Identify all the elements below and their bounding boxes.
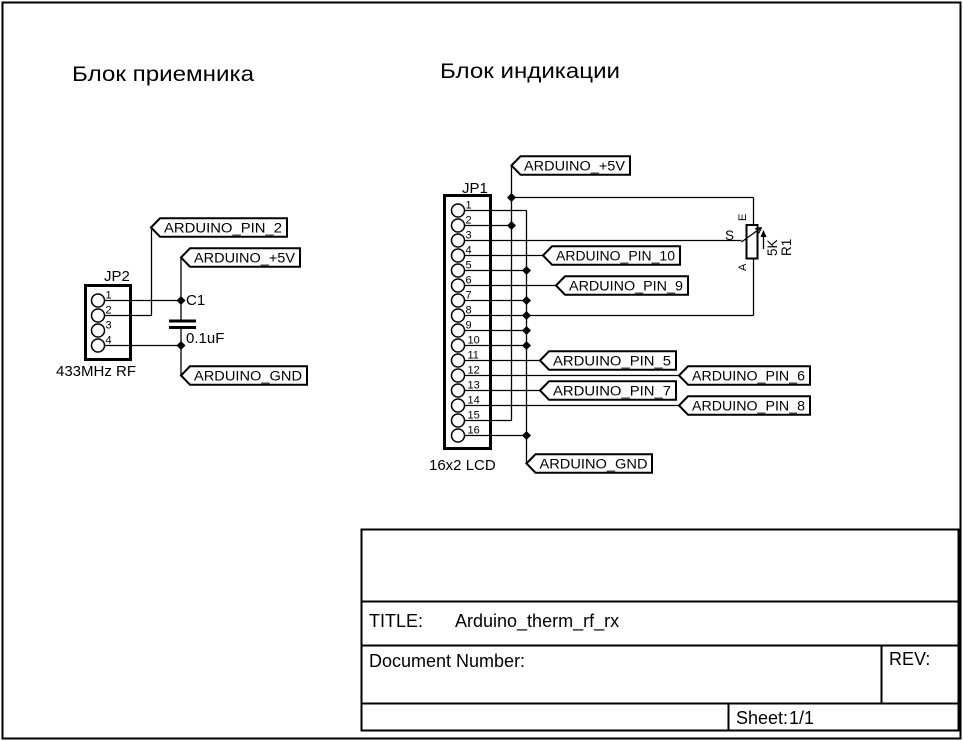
jp1-pin-number: 11	[467, 349, 479, 362]
sheet-label: Sheet:	[736, 708, 789, 728]
net-flag-arduino-pin-2	[151, 218, 287, 236]
jp1-pin-number: 8	[465, 304, 472, 317]
jp1-pin-circle	[452, 294, 465, 307]
jp1-pin-circle	[452, 429, 465, 442]
flag-label: ARDUINO_PIN_5	[553, 353, 671, 369]
flag-label: ARDUINO_PIN_7	[553, 383, 671, 399]
flag-label: ARDUINO_GND	[194, 368, 303, 384]
sheet-value: 1/1	[789, 708, 815, 728]
jp2-ref: JP2	[104, 268, 130, 285]
jp1-pin-circle	[452, 384, 465, 397]
indication-wires	[465, 166, 754, 464]
jp1-pin-circle	[452, 219, 465, 232]
jp1-pin-number: 2	[465, 214, 472, 227]
jp2-pin-1-circle	[92, 294, 105, 307]
jp1-pin-circle	[452, 264, 465, 277]
net-flag-arduino-pin-8	[679, 396, 810, 414]
r1-value: 5K	[765, 239, 780, 256]
jp1-pin-number: 4	[465, 244, 472, 257]
jp1-pin-number: 7	[465, 289, 472, 302]
junction-dot	[177, 296, 186, 305]
junction-dot	[522, 311, 531, 320]
title-value: Arduino_therm_rf_rx	[455, 611, 620, 631]
net-flag-arduino-pin-7	[540, 381, 676, 399]
jp1-pin-number: 10	[467, 334, 480, 347]
jp1-pin-circle	[452, 399, 465, 412]
jp1-pin-circle	[452, 204, 465, 217]
net-flag-arduino-pin-10	[543, 246, 680, 264]
document-number-label: Document Number:	[369, 651, 526, 671]
junction-dot	[177, 341, 186, 350]
title-block-border	[362, 530, 959, 731]
jp1-pin-circle	[452, 234, 465, 247]
title-block	[362, 530, 959, 731]
jp1-pin-number: 12	[467, 364, 480, 377]
jp1-pin-circle	[452, 324, 465, 337]
junction-dot	[522, 326, 531, 335]
r1-adjust-arrowhead	[761, 230, 767, 237]
junction-dot	[522, 341, 531, 350]
jp1-pin-number: 1	[465, 199, 472, 212]
net-flag-arduino-pin-6	[679, 366, 810, 384]
jp1-pin-number: 9	[465, 319, 472, 332]
net-flag-arduino-pin-9	[556, 276, 688, 294]
r1-ref: R1	[779, 238, 794, 256]
indication-block-title: Блок индикации	[440, 59, 620, 83]
junction-dot	[522, 266, 531, 275]
jp2-caption: 433MHz RF	[56, 363, 137, 380]
flag-label: ARDUINO_GND	[539, 456, 648, 472]
jp2-pin-number: 3	[105, 319, 112, 332]
jp1-pin-circle	[452, 249, 465, 262]
jp1-pin-number: 3	[465, 229, 472, 242]
r1-potentiometer	[725, 214, 794, 271]
jp2-pin-number: 1	[105, 289, 112, 302]
jp2-pin-number: 4	[105, 334, 112, 347]
net-flag-arduino-gnd-right	[527, 454, 653, 472]
junction-dot	[522, 431, 531, 440]
jp1-connector	[429, 180, 496, 474]
junction-dot	[507, 221, 516, 230]
jp1-pin-circle	[452, 369, 465, 382]
junction-dot	[507, 193, 516, 202]
jp1-pin-number: 16	[467, 424, 480, 437]
net-flag-arduino-gnd-left	[181, 366, 307, 384]
jp1-pin-number: 6	[465, 274, 472, 287]
c1-ref: C1	[186, 292, 206, 309]
r1-pin-s-label: S	[725, 228, 735, 243]
jp1-pin-number: 13	[467, 379, 480, 392]
rev-label: REV:	[889, 649, 931, 669]
receiver-block-title: Блок приемника	[72, 62, 255, 86]
flag-label: ARDUINO_+5V	[524, 158, 625, 174]
jp1-pin-circle	[452, 309, 465, 322]
jp1-pin-number: 5	[465, 259, 472, 272]
jp1-pin-number: 15	[467, 409, 480, 422]
jp1-ref: JP1	[462, 180, 488, 197]
flag-label: ARDUINO_PIN_10	[556, 248, 675, 264]
flag-label: ARDUINO_+5V	[194, 250, 295, 266]
jp2-pin-4-circle	[92, 339, 105, 352]
title-label: TITLE:	[369, 611, 424, 631]
flag-label: ARDUINO_PIN_6	[692, 368, 805, 384]
jp1-pin-circle	[452, 339, 465, 352]
jp2-pin-number: 2	[105, 304, 112, 317]
jp1-caption: 16x2 LCD	[429, 457, 496, 474]
jp1-pin-circle	[452, 354, 465, 367]
jp2-connector	[56, 268, 136, 380]
net-flag-arduino-5v-left	[181, 248, 300, 266]
c1-value: 0.1uF	[186, 330, 225, 347]
jp1-pin-circle	[452, 414, 465, 427]
r1-body	[747, 225, 758, 259]
receiver-wires	[105, 228, 186, 376]
r1-pin-a-label: A	[737, 263, 749, 271]
junction-dot	[522, 296, 531, 305]
r1-pin-e-label: E	[737, 213, 749, 221]
jp1-pin-circle	[452, 279, 465, 292]
net-flag-arduino-5v-right	[512, 156, 631, 174]
jp2-pin-3-circle	[92, 324, 105, 337]
net-flag-arduino-pin-5	[540, 351, 676, 369]
jp2-pin-2-circle	[92, 309, 105, 322]
flag-label: ARDUINO_PIN_9	[569, 278, 683, 294]
flag-label: ARDUINO_PIN_2	[164, 220, 282, 236]
flag-label: ARDUINO_PIN_8	[692, 398, 805, 414]
jp1-pin-number: 14	[467, 394, 480, 407]
